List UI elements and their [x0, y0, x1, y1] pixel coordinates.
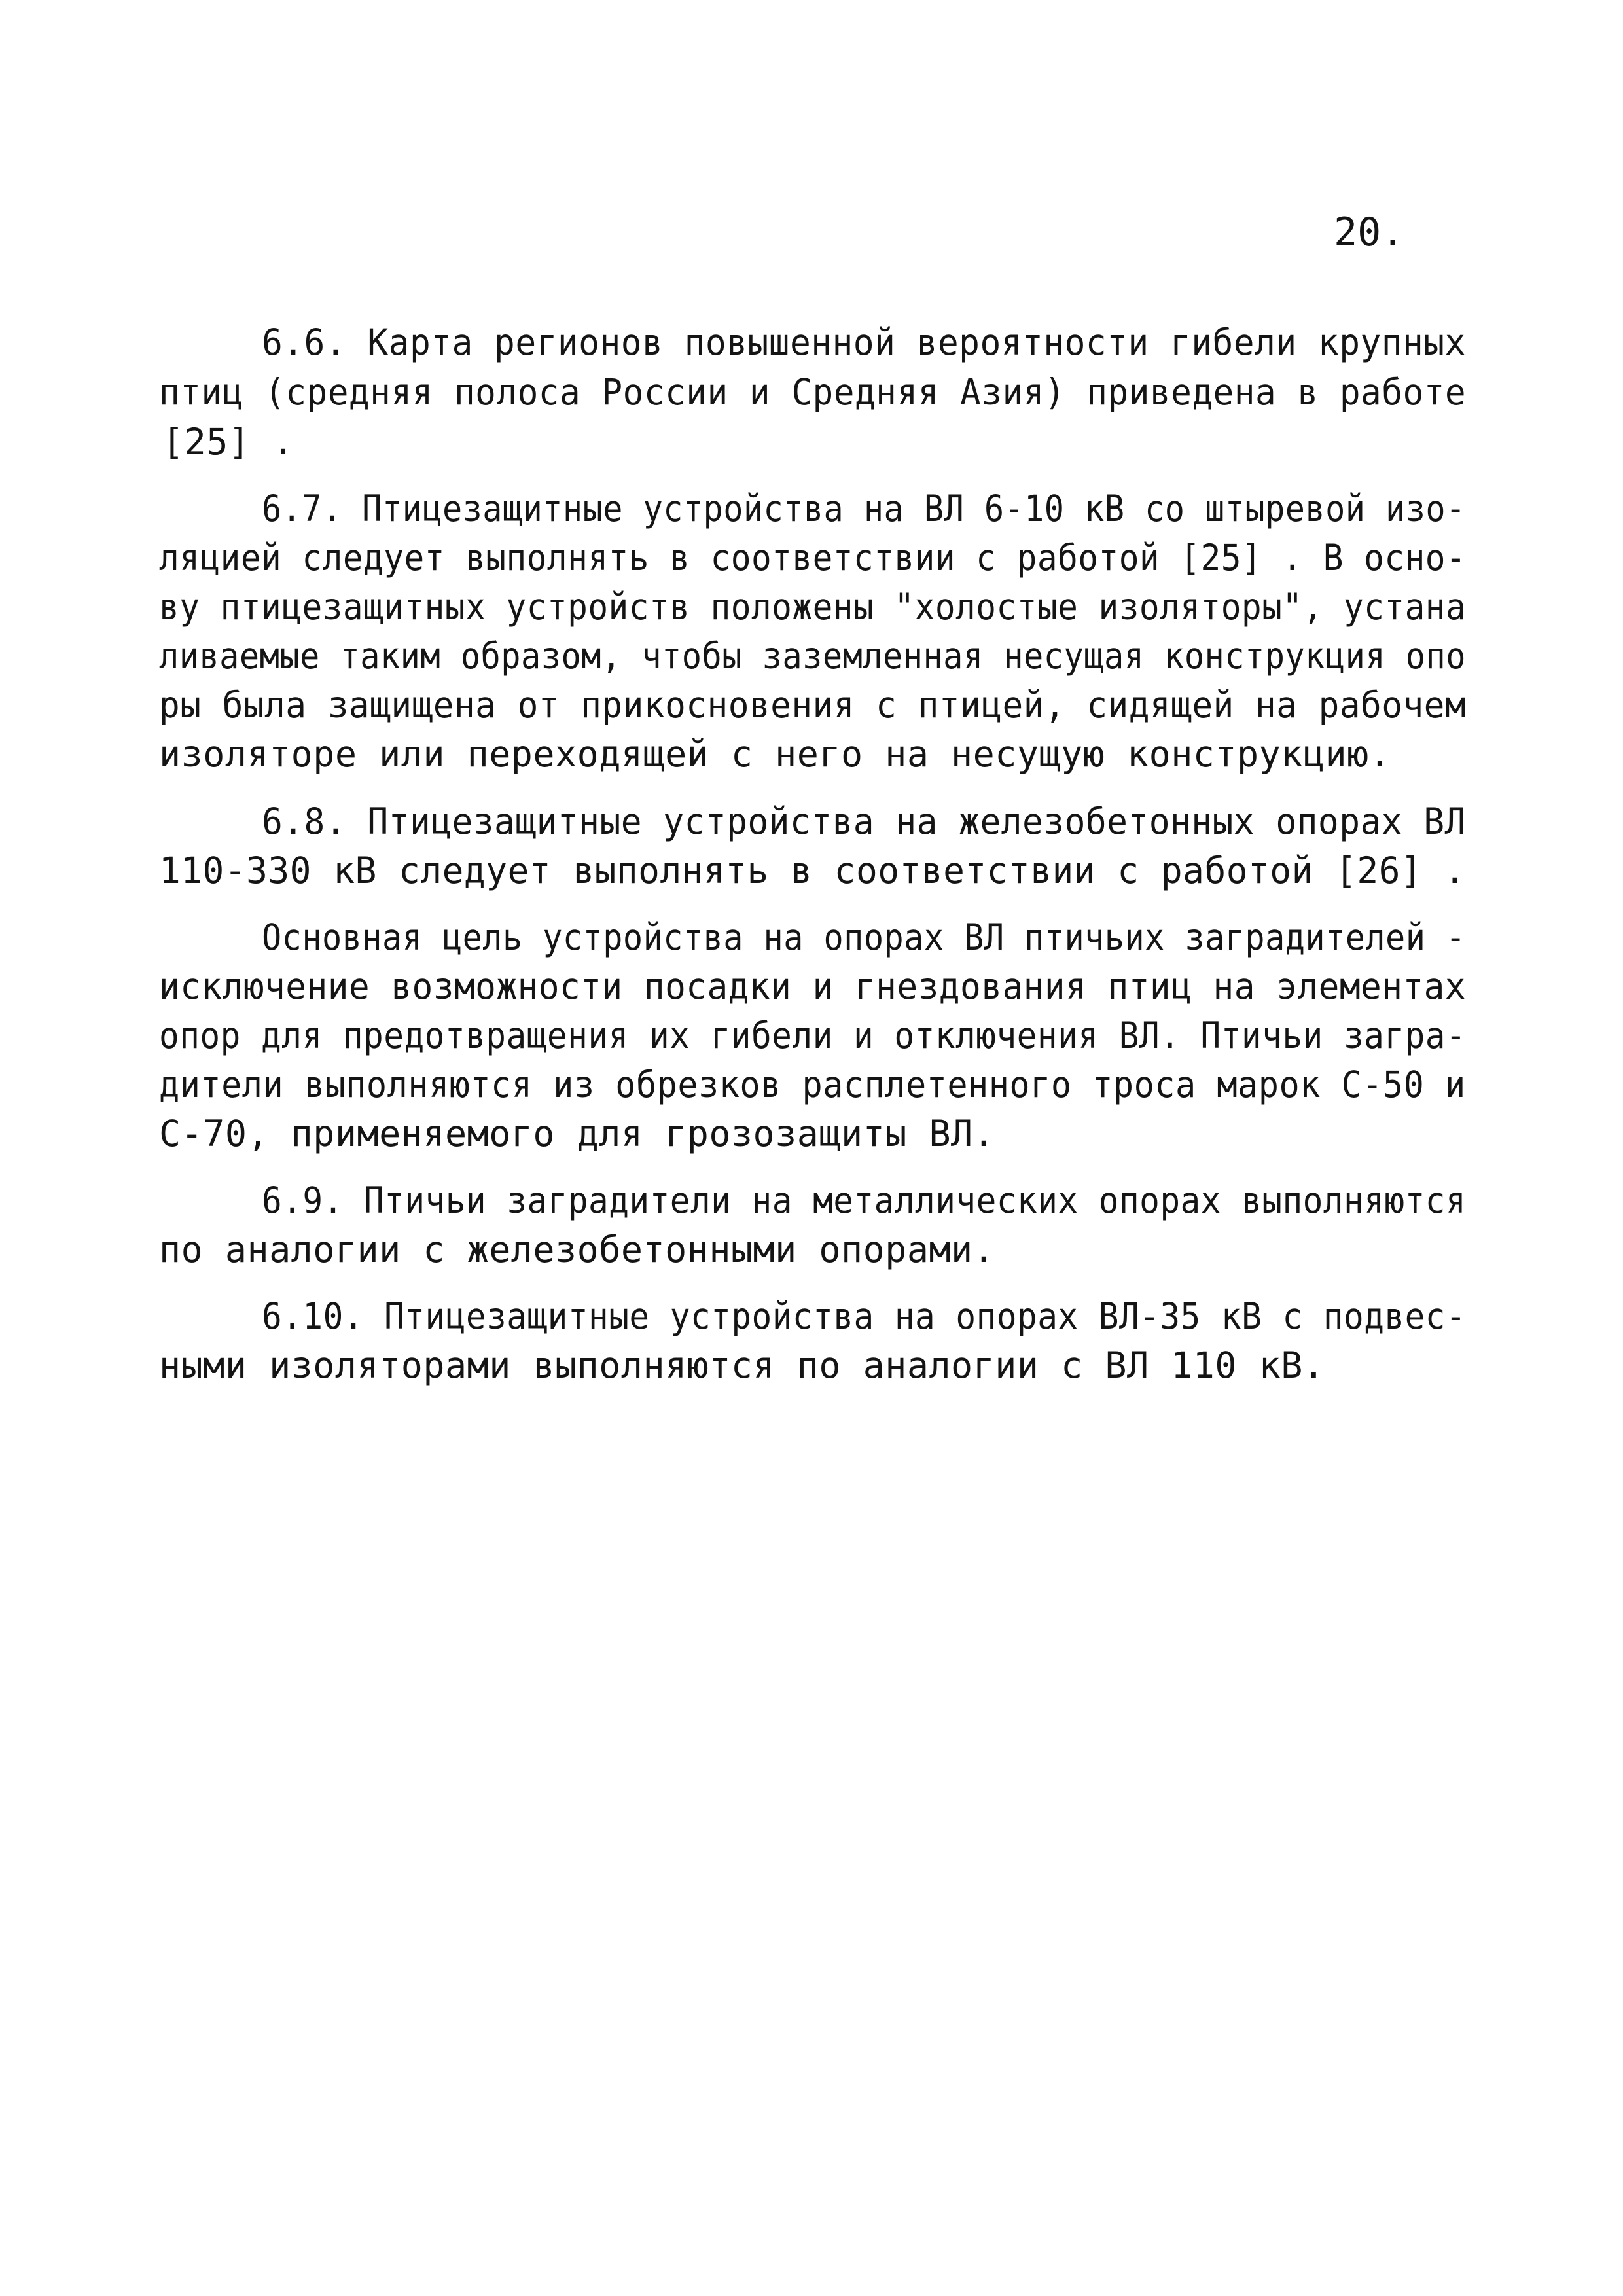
text-line: опор для предотвращения их гибели и отключения ВЛ. Птичьи загра-	[159, 1014, 1467, 1056]
reference-25: [25] .	[162, 421, 294, 463]
text-line: Основная цель устройства на опорах ВЛ птичьих заградителей -	[262, 916, 1466, 958]
text-line: С-70, применяемого для грозозащиты ВЛ.	[159, 1113, 995, 1155]
text-line: 6.8. Птицезащитные устройства на железобетонных опорах ВЛ	[262, 800, 1466, 842]
text-line: ными изоляторами выполняются по аналогии с ВЛ 110 кВ.	[159, 1344, 1325, 1386]
text-line: 110-330 кВ следует выполнять в соответствии с работой [26] .	[159, 850, 1466, 891]
text-line: ливаемые таким образом, чтобы заземленная несущая конструкция опо	[159, 635, 1466, 677]
text-line: дители выполняются из обрезков расплетенного троса марок С-50 и	[159, 1064, 1466, 1105]
text-line: 6.10. Птицезащитные устройства на опорах ВЛ-35 кВ с подвес-	[262, 1295, 1467, 1337]
text-line: исключение возможности посадки и гнездования птиц на элементах	[159, 965, 1467, 1007]
text-line: птиц (средняя полоса России и Средняя Азия) приведена в работе	[159, 371, 1467, 413]
text-line: изоляторе или переходящей с него на несущую конструкцию.	[159, 733, 1391, 775]
text-line: ву птицезащитных устройств положены "холостые изоляторы", устана	[159, 586, 1467, 628]
text-line: 6.9. Птичьи заградители на металлических опорах выполняются	[262, 1179, 1467, 1221]
text-line: ляцией следует выполнять в соответствии с работой [25] . В осно-	[159, 537, 1467, 579]
text-line: 6.6. Карта регионов повышенной вероятности гибели крупных	[262, 321, 1466, 363]
text-line: ры была защищена от прикосновения с птицей, сидящей на рабочем	[159, 684, 1467, 726]
page-number: 20.	[1334, 209, 1405, 255]
text-line: по аналогии с железобетонными опорами.	[159, 1229, 995, 1270]
text-line: 6.7. Птицезащитные устройства на ВЛ 6-10 кВ со штыревой изо-	[262, 488, 1466, 529]
